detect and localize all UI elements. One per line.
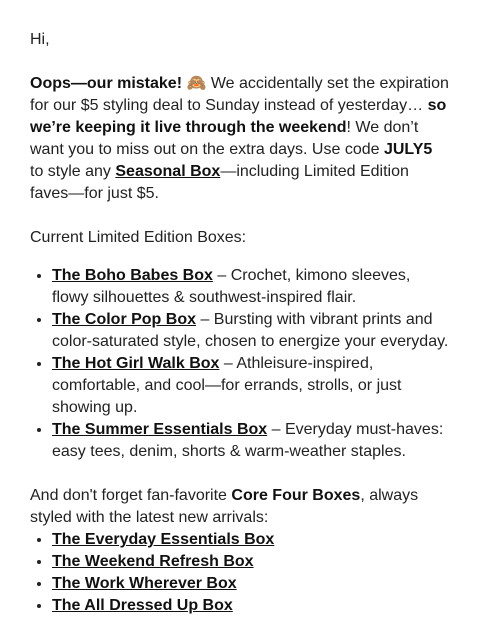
boho-babes-box-link[interactable]: The Boho Babes Box xyxy=(52,267,213,284)
intro-text-3: to style any xyxy=(30,163,116,180)
limited-item-desc: – Crochet, kimono sleeves, flowy silhouettes & southwest-inspired flair. xyxy=(52,267,411,306)
limited-item-desc: – Everyday must-haves: easy tees, denim, shorts & warm-weather staples. xyxy=(52,421,444,460)
intro-text-4: —including Limited Edition faves—for just $5. xyxy=(30,163,409,202)
intro-bold-weekend: so we’re keeping it live through the weekend xyxy=(30,97,447,136)
seasonal-box-link[interactable]: Seasonal Box xyxy=(115,163,221,180)
weekend-refresh-box-link[interactable]: The Weekend Refresh Box xyxy=(52,553,254,570)
limited-item-summer-essentials xyxy=(52,419,450,463)
limited-item-boho xyxy=(52,265,450,309)
limited-item-desc: – Athleisure-inspired, comfortable, and cool—for errands, strolls, or just showing up. xyxy=(52,355,402,416)
core-pre: And don't forget fan-favorite xyxy=(30,487,232,504)
core-item-everyday xyxy=(52,529,450,551)
intro-paragraph xyxy=(30,73,450,205)
core-item-work xyxy=(52,573,450,595)
limited-heading: Current Limited Edition Boxes: xyxy=(30,229,247,246)
everyday-essentials-box-link[interactable]: The Everyday Essentials Box xyxy=(52,531,275,548)
limited-item-color-pop xyxy=(52,309,450,353)
promo-code: JULY5 xyxy=(383,141,433,158)
work-wherever-box-link[interactable]: The Work Wherever Box xyxy=(52,575,237,592)
summer-essentials-box-link[interactable]: The Summer Essentials Box xyxy=(52,421,268,438)
intro-text-2: ! We don’t want you to miss out on the extra days. Use code xyxy=(30,119,419,158)
color-pop-box-link[interactable]: The Color Pop Box xyxy=(52,311,196,328)
all-dressed-up-box-link[interactable]: The All Dressed Up Box xyxy=(52,597,233,614)
limited-list xyxy=(30,265,450,463)
core-post: , always styled with the latest new arrivals: xyxy=(30,487,419,526)
limited-item-hot-girl-walk xyxy=(52,353,450,419)
core-paragraph xyxy=(30,485,450,529)
core-list xyxy=(30,529,450,617)
core-item-weekend xyxy=(52,551,450,573)
see-no-evil-monkey-icon: 🙈 xyxy=(186,75,207,92)
hot-girl-walk-box-link[interactable]: The Hot Girl Walk Box xyxy=(52,355,220,372)
oops-heading: Oops—our mistake! xyxy=(30,75,183,92)
intro-text-1: We accidentally set the expiration for our $5 styling deal to Sunday instead of yesterday… xyxy=(30,75,449,114)
core-four-label: Core Four Boxes xyxy=(231,487,361,504)
limited-item-desc: – Bursting with vibrant prints and color-saturated style, chosen to energize your everyday. xyxy=(52,311,449,350)
core-item-dressed-up xyxy=(52,595,450,617)
greeting: Hi, xyxy=(30,31,50,48)
